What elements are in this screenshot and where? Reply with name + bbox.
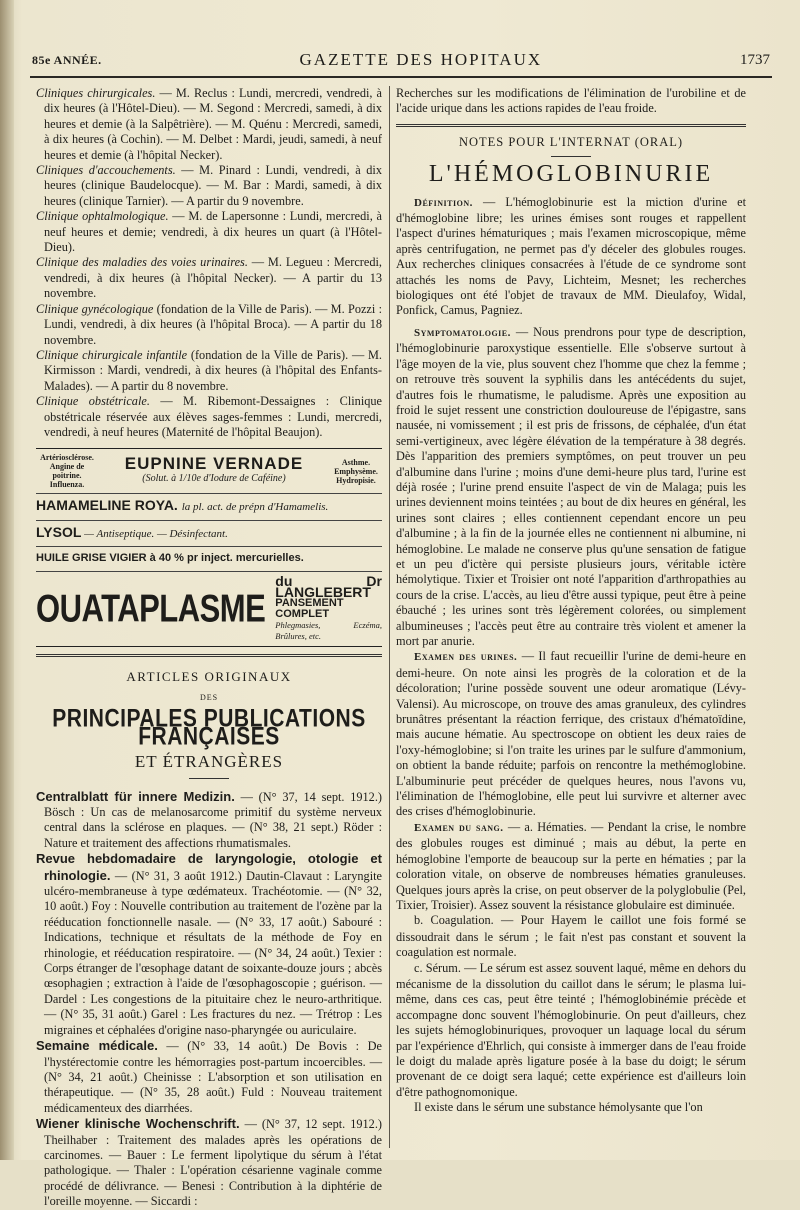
ad-lysol: LYSOL — Antiseptique. — Désinfectant. [36,521,382,547]
advertisements [36,448,382,646]
article-paragraph: Il existe dans le sérum une substance hémolysante que l'on [414,1100,703,1115]
article-title: L'HÉMOGLOBINURIE [428,161,714,188]
header-rule [30,76,772,78]
ad-eupnine-name: EUPNINE VERNADE (Solut. à 1/10e d'Iodure de Caféine) [124,453,304,485]
cliniques-list [36,86,382,440]
articles-title: PRINCIPALES PUBLICATIONS FRANÇAISES [52,705,366,752]
ad-eupnine-indications: Artériosclérose. Angine de poitrine. Influenza. [40,453,94,490]
year-label: 85e ANNÉE. [32,52,102,67]
clinique-entry: Cliniques d'accouchements. — M. Pinard : Lundi, vendredi, à dix heures (clinique Baudelocque). — M. Bar : Mardi, samedi, à dix heures (clinique Tarnier). — A partir du 9 novembre. [36,163,382,208]
clinique-entry: Clinique chirurgicale infantile (fondation de la Ville de Paris). — M. Kirmisson : Mardi, vendredi, à dix heures (à l'hôpital des Enfants-Malades). — A partir du 8 novembre. [36,347,382,393]
articles-des: DES [199,692,219,702]
journal-list [36,789,382,1210]
articles-heading: ARTICLES ORIGINAUX [126,668,292,684]
ad-ouataplasme-name: OUATAPLASME [36,586,266,631]
ad-eupnine [36,449,382,494]
binding-gutter [0,0,14,1160]
page-number: 1737 [739,51,770,68]
ad-eupnine-indications-2: Asthme. Emphysème. Hydropisie. [334,457,378,485]
clinique-entry: Clinique des maladies des voies urinaires. — M. Legueu : Mercredi, vendredi, à dix heures (à l'hôpital Necker). — A partir du 13 novembre. [36,255,382,301]
column-divider [389,86,390,1148]
article-paragraph: c. Sérum. — Le sérum est assez souvent laqué, même en dehors du mécanisme de la dissolution du caillot dans le sérum; le plasma lui-même, dans ces cas, peut être teinté ; l'hémoglobinémie précède et accompagne donc souvent l'hémoglobinurie. On peut d'ailleurs, chez les sujets hémoglobinuriques, provoquer un laquage local du sérum par l'expérience d'Ehrlich, qui consiste à immerger dans de l'eau froide le doigt du malade après ligature posée à la base du doigt; le sérum provenant de ce doigt sera laqué; cette expérience est d'ailleurs loin d'être pathognomonique. [396,960,746,1099]
journal-entry: Revue hebdomadaire de laryngologie, otologie et rhinologie. — (N° 31, 3 août 1912.) Dautin-Clavaut : Laryngite ulcéro-membraneuse à type œdémateux. Trachéotomie. — (N° 32, 10 août.) Foy : Nouvelle contribution au traitement de l'ozène par la rééducation fonctionnelle nasale. — (N° 33, 17 août.) Sabouré : Indications, technique et résultats de la méthode de Foy en rhinologie, et rééducation respiratoire. — (N° 34, 24 août.) Texier : Corps étranger de l'œsophage datant de soixante-douze jours ; abcès œsophagien ; extraction à l'aide de l'œsophagoscopie ; guérison. — Dardel : Les congestions de la pituitaire chez le neuro-arthritique. — (N° 35, 31 août.) Garel : Les fractures du nez. — Trétrop : Les migraines et céphalées d'origine naso-pharyngée ou auriculaire. [36,851,382,1037]
short-rule [551,156,591,157]
ad-hamameline: HAMAMELINE ROYA. la pl. act. de prépn d'Hamamelis. [36,494,382,520]
ad-huile-grise: HUILE GRISE VIGIER à 40 % pr inject. mercurielles. [36,547,382,571]
clinique-entry: Cliniques chirurgicales. — M. Reclus : Lundi, mercredi, vendredi, à dix heures (à l'Hôtel-Dieu). — M. Segond : Mercredi, samedi, à dix heures et demie (à la Salpêtrière). — M. Quénu : Mercredi, samedi, à dix heures (à Cochin). — M. Delbet : Mardi, jeudi, samedi, à neuf heures et demie (à l'hôpital Necker). [36,86,383,162]
article-paragraph: Définition. — L'hémoglobinurie est la miction d'urine et d'hémoglobine libre; les urines émises sont rouges et rappellent l'aspect d'urines hématuriques ; mais l'examen microscopique, même après centrifugation, ne permet pas d'y déceler des globules rouges. Aux recherches cliniques consacrées à l'étude de ce syndrome sont attachés les noms de Pavy, Lichteim, Mesnet; les recherches biologiques ont été l'objet de travaux de MM. Dieulafoy, Widal, Ponfick, Camus, Pagniez. [396,194,746,318]
notes-heading: NOTES POUR L'INTERNAT (ORAL) [458,134,684,149]
continued-text: Recherches sur les modifications de l'élimination de l'urobiline et de l'acide urique dans les actions rapides de l'eau froide. [396,86,746,116]
article-paragraph: b. Coagulation. — Pour Hayem le caillot une fois formé se dissoudrait dans le sérum ; le fait n'est pas constant et souvent la coagulation est normale. [396,913,746,960]
journal-entry: Wiener klinische Wochenschrift. — (N° 37, 12 sept. 1912.) Theilhaber : Traitement des malades après les opérations de carcinomes. — Bauer : Le ferment lipolytique du sérum à l'état pathologique. — Thaler : L'opération césarienne vaginale comme procédé de délivrance. — Benesi : Contribution à la diphtérie de l'oreille moyenne. — Siccardi : [36,1116,382,1209]
right-column [396,86,746,1117]
page-header [32,46,770,74]
short-rule [189,778,229,779]
clinique-entry: Clinique ophtalmologique. — M. de Lapersonne : Lundi, mercredi, à neuf heures et demie; vendredi, à dix heures un quart (à l'Hôtel-Dieu). [36,209,382,255]
ad-ouataplasme-details: du Dr LANGLEBERT PANSEMENT COMPLET Phlegmasies, Eczéma, Brûlures, etc. [275,572,382,641]
ad-ouataplasme [36,572,382,646]
left-column [36,86,382,1210]
clinique-entry: Clinique gynécologique (fondation de la Ville de Paris). — M. Pozzi : Lundi, vendredi, à dix heures (à l'hôpital Broca). — A partir du 18 novembre. [36,301,383,347]
articles-subtitle: ET ÉTRANGÈRES [134,752,284,772]
article-paragraph: Symptomatologie. — Nous prendrons pour type de description, l'hémoglobinurie paroxystique essentielle. Elle s'observe surtout à l'âge moyen de la vie, plus souvent chez l'homme que chez la femme ; on retrouve très souvent la syphilis dans les antécédents du sujet, d'autres fois le rhumatisme, le paludisme. Après une exposition au froid le sujet ressent une constriction douloureuse de l'épigastre, sans nausée, ni vomissement ; il est pris de frissons, de céphalée, d'un état semi-vertigineux, avec légère élévation de la température à 38 degrés. Dès l'apparition des premiers symptômes, on peut trouver un peu d'albumine dans l'urine ; moins d'une demi-heure plus tard, l'urine est déjà rosée ; l'urine prend ensuite l'aspect de vin de Malaga; puis les urines deviennent moins teintées ; au bout de dix heures en général, les urines sont claires ; elles contiennent cependant encore un peu d'albumine ; à la fin de la journée elles ne contiennent ni albumine, ni hémoglobine. Le malade ne conserve plus qu'une sensation de fatigue et un peu d'ictère qui persiste plusieurs jours, véritable ictère hémolytique. Tixier et Troisier ont noté l'apparition d'arthropathies au cours de la crise. L'accès, au lieu d'être aussi typique, peut être à peine ébauché ; les urines sont très légèrement colorées, ou simplement albumineuses ; l'accès peut être au contraire très violent et amener la mort par anurie. [396,324,746,648]
article-paragraph: Examen du sang. — a. Hématies. — Pendant la crise, le nombre des globules rouges est diminué ; mais au début, la perte en hémoglobine l'emporte de beaucoup sur la perte en hématies ; par la coloration vitale, on observe de nombreuses hématies granuleuses. Quelques jours après la crise, on peut observer de la polyglobulie (Pel, Tixier, Troisier). Assez souvent la résistance globulaire est diminuée. [396,819,746,912]
article-paragraph: Examen des urines. — Il faut recueillir l'urine de demi-heure en demi-heure. On note ainsi les progrès de la coloration et de la décoloration; l'urine possède souvent une odeur aromatique (Lévy-Valensi). Au microscope, on trouve des amas granuleux, des cylindres brunâtres présentant la réaction ferrique, des cristaux d'hématoïdine, mais aucune hématie. Au spectroscope on obtient les deux raies de l'oxy-hémoglobine; si l'on traite les urines par le sulfure d'ammonium, on obtient la bande réduite; parfois on rencontre la methémoglobine. L'albuminurie peut précéder de quelques heures, nous l'avons vu, l'élimination de l'hémoglobine, elle peut lui survivre et alterner avec des crises d'hémoglobinurie. [396,649,746,819]
journal-title: GAZETTE DES HOPITAUX [299,50,543,69]
section-rule [36,654,382,657]
journal-entry: Semaine médicale. — (N° 33, 14 août.) De Bovis : De l'hystérectomie contre les hémorragies post-partum incoercibles. — (N° 34, 21 août.) Cheinisse : L'absorption et son utilisation en thérapeutique. — (N° 35, 28 août.) Fuld : Nouveau traitement médicamenteux des diarrhées. [36,1038,382,1115]
journal-entry: Centralblatt für innere Medizin. — (N° 37, 14 sept. 1912.) Bösch : Un cas de melanosarcome primitif du système nerveux central dans la sclérose en plaques. — (N° 38, 21 sept.) Röder : Nature et traitement des affections rhumatismales. [36,788,383,850]
clinique-entry: Clinique obstétricale. — M. Ribemont-Dessaignes : Clinique obstétricale réservée aux élèves sages-femmes : Lundi, mercredi, vendredi, à neuf heures (Maternité de l'hôpital Beaujon). [36,394,382,439]
section-rule [396,124,746,127]
